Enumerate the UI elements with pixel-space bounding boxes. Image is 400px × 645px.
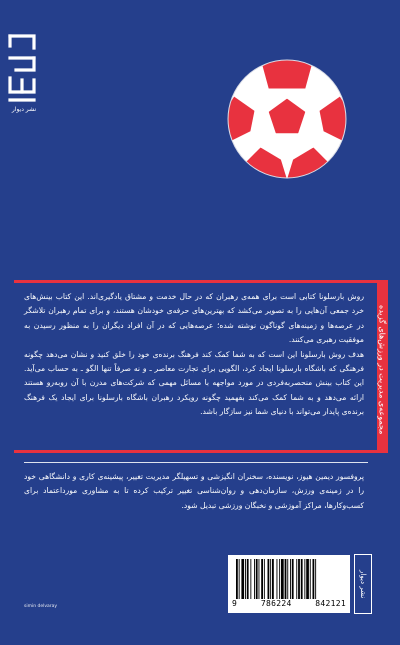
designer-credit: simin delvaray: [24, 604, 58, 609]
description-paragraph-2: هدف روش بارسلونا این است که به شما کمک کند فرهنگ برنده‌ی خود را خلق کنید و نشان می‌دهد چگونه فرهنگی که باشگاه بارسلونا ایجاد کرد، الگویی برای تجارت معاصر ـ و نه صرفاً تنها الگو ـ به حساب می‌آید. این کتاب بینش منحصربه‌فردی در مورد مواجهه با مسائل مهمی که شرکت‌های مدرن با آن روبه‌رو هستند ارائه می‌دهد و به شما کمک می‌کند بفهمید چگونه رویکرد رهبران باشگاه بارسلونا برای ایجاد یک فرهنگ برنده‌ی پایدار می‌تواند با دنیای شما نیز سازگار باشد.: [24, 349, 364, 417]
isbn-digits: [228, 599, 350, 611]
series-label: مجموعه‌ی مدیریت در ورزش‌های گزیده: [377, 305, 387, 435]
section-divider: [24, 462, 368, 463]
isbn-group-2: 842121: [315, 599, 346, 608]
red-frame-bottom: [14, 450, 381, 453]
publisher-spine-label: نشر دیوار: [354, 554, 372, 614]
description-paragraph-1: روش بارسلونا کتابی است برای همه‌ی رهبران که در حال خدمت و مشتاق یادگیری‌اند. این کتاب بینش‌های خرد جمعی آن‌هایی را به تصویر می‌کشد که بهترین‌های حرفه‌ی خودشان هستند، و برای تمام رهبران تلاشگر در عرصه‌ها و زمینه‌های گوناگون نوشته شده؛ عرصه‌هایی که در آن افراد دیگران را به منظور رسیدن به موفقیت رهبری می‌کنند.: [24, 292, 364, 345]
book-description: [24, 290, 364, 420]
isbn-prefix: 9: [232, 599, 238, 608]
author-bio: [24, 470, 364, 513]
barcode-bars-icon: [234, 559, 344, 599]
isbn-group-1: 786224: [260, 599, 292, 608]
publisher-logo-caption: نشر دیوار: [11, 106, 37, 113]
football-icon: [226, 58, 348, 180]
red-frame-top: [14, 280, 388, 283]
author-bio-paragraph: پروفسور دیمین هیوز، نویسنده، سخنران انگیزشی و تسهیلگر مدیریت تغییر، پیشینه‌ی کاری و دانشگاهی خود را در زمینه‌ی ورزش، سازمان‌دهی و روان‌شناسی تغییر ترکیب کرده تا به مشاوری مورداعتماد برای کسب‌وکارها، مراکز آموزشی و نخبگان ورزشی تبدیل شود.: [24, 472, 364, 510]
isbn-barcode: [228, 555, 350, 613]
